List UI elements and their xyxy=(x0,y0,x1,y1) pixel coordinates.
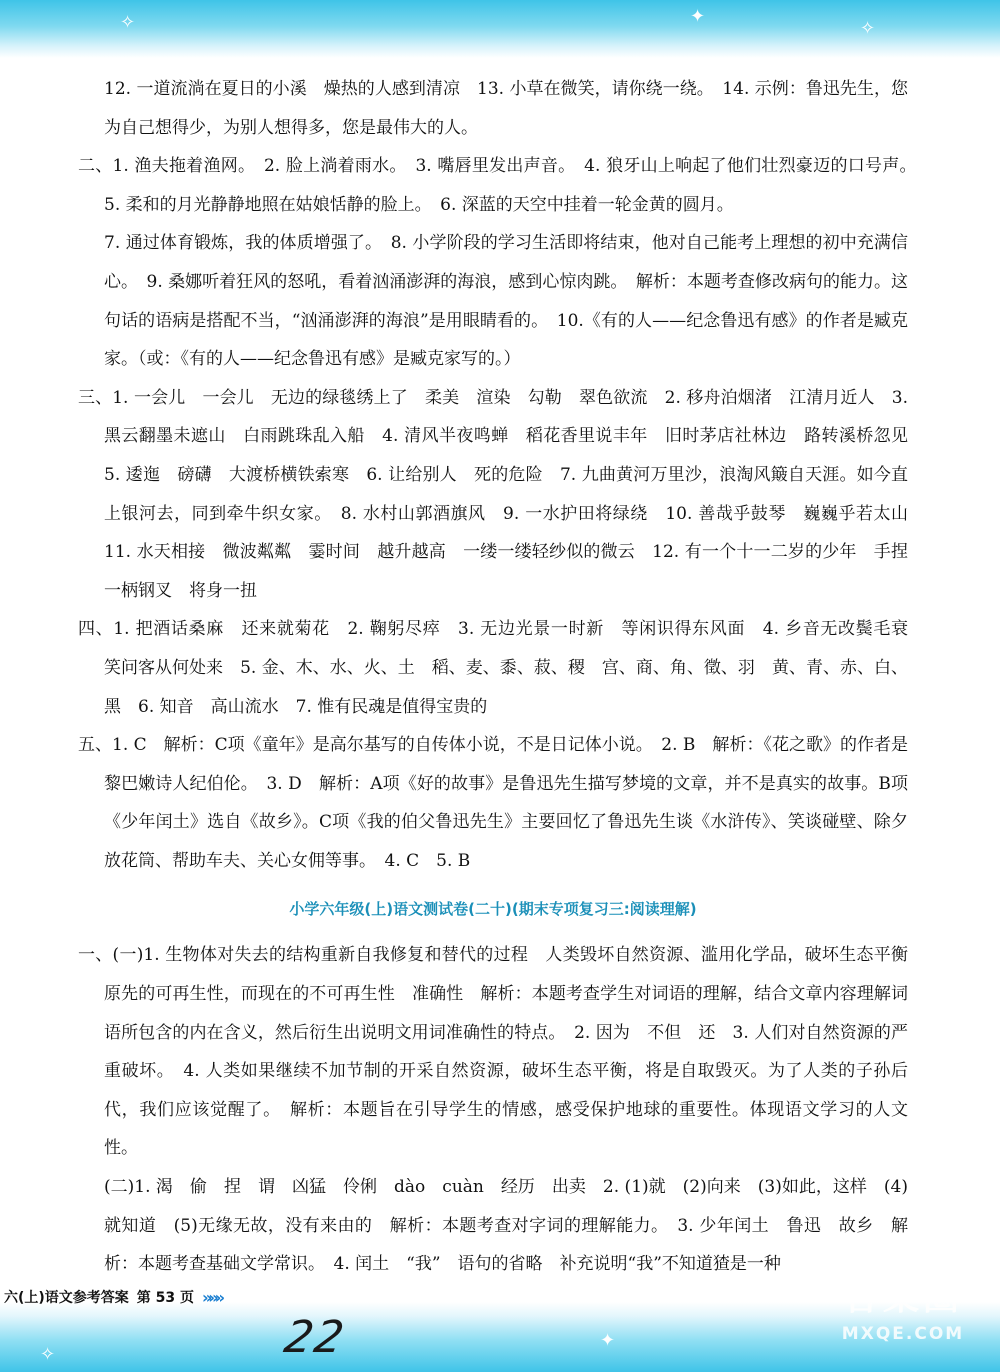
sparkle-icon: ✦ xyxy=(690,6,706,27)
answer-paragraph: (二)1. 渴 偷 捏 谓 凶猛 伶俐 dào cuàn 经历 出卖 2. (1)就 (2)向来 (3)如此，这样 (4)就知道 (5)无缘无故，没有来由的 解析：本题考查对字词的理解能力。 3. 少年闰土 鲁迅 故乡 解析：本题考查基础文学常识。 4. 闰土 “我” 语句的省略 补充说明“我”不知道猹是一种 xyxy=(104,1177,908,1275)
answer-paragraph: 12. 一道流淌在夏日的小溪 燥热的人感到清凉 13. 小草在微笑，请你绕一绕。 14. 示例：鲁迅先生，您为自己想得少，为别人想得多，您是最伟大的人。 xyxy=(104,79,908,138)
sparkle-icon: ✧ xyxy=(860,18,876,39)
answer-paragraph: 五、1. C 解析：C项《童年》是高尔基写的自传体小说，不是日记体小说。 2. B 解析：《花之歌》的作者是黎巴嫩诗人纪伯伦。 3. D 解析：A项《好的故事》是鲁迅先生描写梦境的文章，并不是真实的故事。B项《少年闰土》选自《故乡》。C项《我的伯父鲁迅先生》主要回忆了鲁迅先生谈《水浒传》、笑谈碰壁、除夕放花筒、帮助车夫、关心女佣等事。 4. C 5. B xyxy=(78,735,908,871)
answer-paragraph: 7. 通过体育锻炼，我的体质增强了。 8. 小学阶段的学习生活即将结束，他对自己能考上理想的初中充满信心。 9. 桑娜听着狂风的怒吼，看着汹涌澎湃的海浪，感到心惊肉跳。 解析：本题考查修改病句的能力。这句话的语病是搭配不当，“汹涌澎湃的海浪”是用眼睛看的。 10.《有的人——纪念鲁迅有感》的作者是臧克家。（或：《有的人——纪念鲁迅有感》是臧克家写的。） xyxy=(104,233,908,370)
answer-paragraph: 四、1. 把酒话桑麻 还来就菊花 2. 鞠躬尽瘁 3. 无边光景一时新 等闲识得东风面 4. 乡音无改鬓毛衰 笑问客从何处来 5. 金、木、水、火、土 稻、麦、黍、菽、稷 宫、商、角、徵、羽 黄、青、赤、白、黑 6. 知音 高山流水 7. 惟有民魂是值得宝贵的 xyxy=(78,619,925,717)
handwritten-note: 22 xyxy=(280,1312,350,1363)
sparkle-icon: ✦ xyxy=(600,1330,616,1351)
page-footer xyxy=(4,1287,221,1307)
sparkle-icon: ✧ xyxy=(40,1344,56,1365)
section-title: 小学六年级(上)语文测试卷(二十)(期末专项复习三:阅读理解) xyxy=(289,900,697,919)
answer-content xyxy=(78,70,925,1284)
page-number: 第 53 页 xyxy=(136,1290,195,1306)
watermark-logo xyxy=(808,1272,998,1368)
watermark-url: MXQE.COM xyxy=(841,1324,965,1344)
answer-paragraph: 一、(一)1. 生物体对失去的结构重新自我修复和替代的过程 人类毁坏自然资源、滥用化学品，破坏生态平衡 原先的可再生性，而现在的不可再生性 准确性 解析：本题考查学生对词语的理解，结合文章内容理解词语所包含的内在含义，然后衍生出说明文用词准确性的特点。 2. 因为 不但 还 3. 人们对自然资源的严重破坏。 4. 人类如果继续不加节制的开采自然资源，破坏生态平衡，将是自取毁灭。为了人类的子孙后代，我们应该觉醒了。 解析：本题旨在引导学生的情感，感受保护地球的重要性。体现语文学习的人文性。 xyxy=(78,945,925,1159)
arrow-icon: »»» xyxy=(202,1287,222,1307)
answer-paragraph: 二、1. 渔夫拖着渔网。 2. 脸上淌着雨水。 3. 嘴唇里发出声音。 4. 狼牙山上响起了他们壮烈豪迈的口号声。 5. 柔和的月光静静地照在姑娘恬静的脸上。 6. 深蓝的天空中挂着一轮金黄的圆月。 xyxy=(78,156,925,215)
top-decorative-band xyxy=(0,0,1000,58)
sparkle-icon: ✧ xyxy=(120,12,136,33)
footer-label: 六(上)语文参考答案 xyxy=(4,1290,129,1306)
answer-paragraph: 三、1. 一会儿 一会儿 无边的绿毯绣上了 柔美 渲染 勾勒 翠色欲流 2. 移舟泊烟渚 江清月近人 3. 黑云翻墨未遮山 白雨跳珠乱入船 4. 清风半夜鸣蝉 稻花香里说丰年 旧时茅店社林边 路转溪桥忽见 5. 逶迤 磅礴 大渡桥横铁索寒 6. 让给别人 死的危险 7. 九曲黄河万里沙，浪淘风簸自天涯。如今直上银河去，同到牵牛织女家。 8. 水村山郭酒旗风 9. 一水护田将绿绕 10. 善哉乎鼓琴 巍巍乎若太山 11. 水天相接 微波粼粼 霎时间 越升越高 一缕一缕轻纱似的微云 12. 有一个十一二岁的少年 手捏一柄钢叉 将身一扭 xyxy=(78,387,925,601)
watermark-text: 答案圈 xyxy=(842,1277,963,1318)
